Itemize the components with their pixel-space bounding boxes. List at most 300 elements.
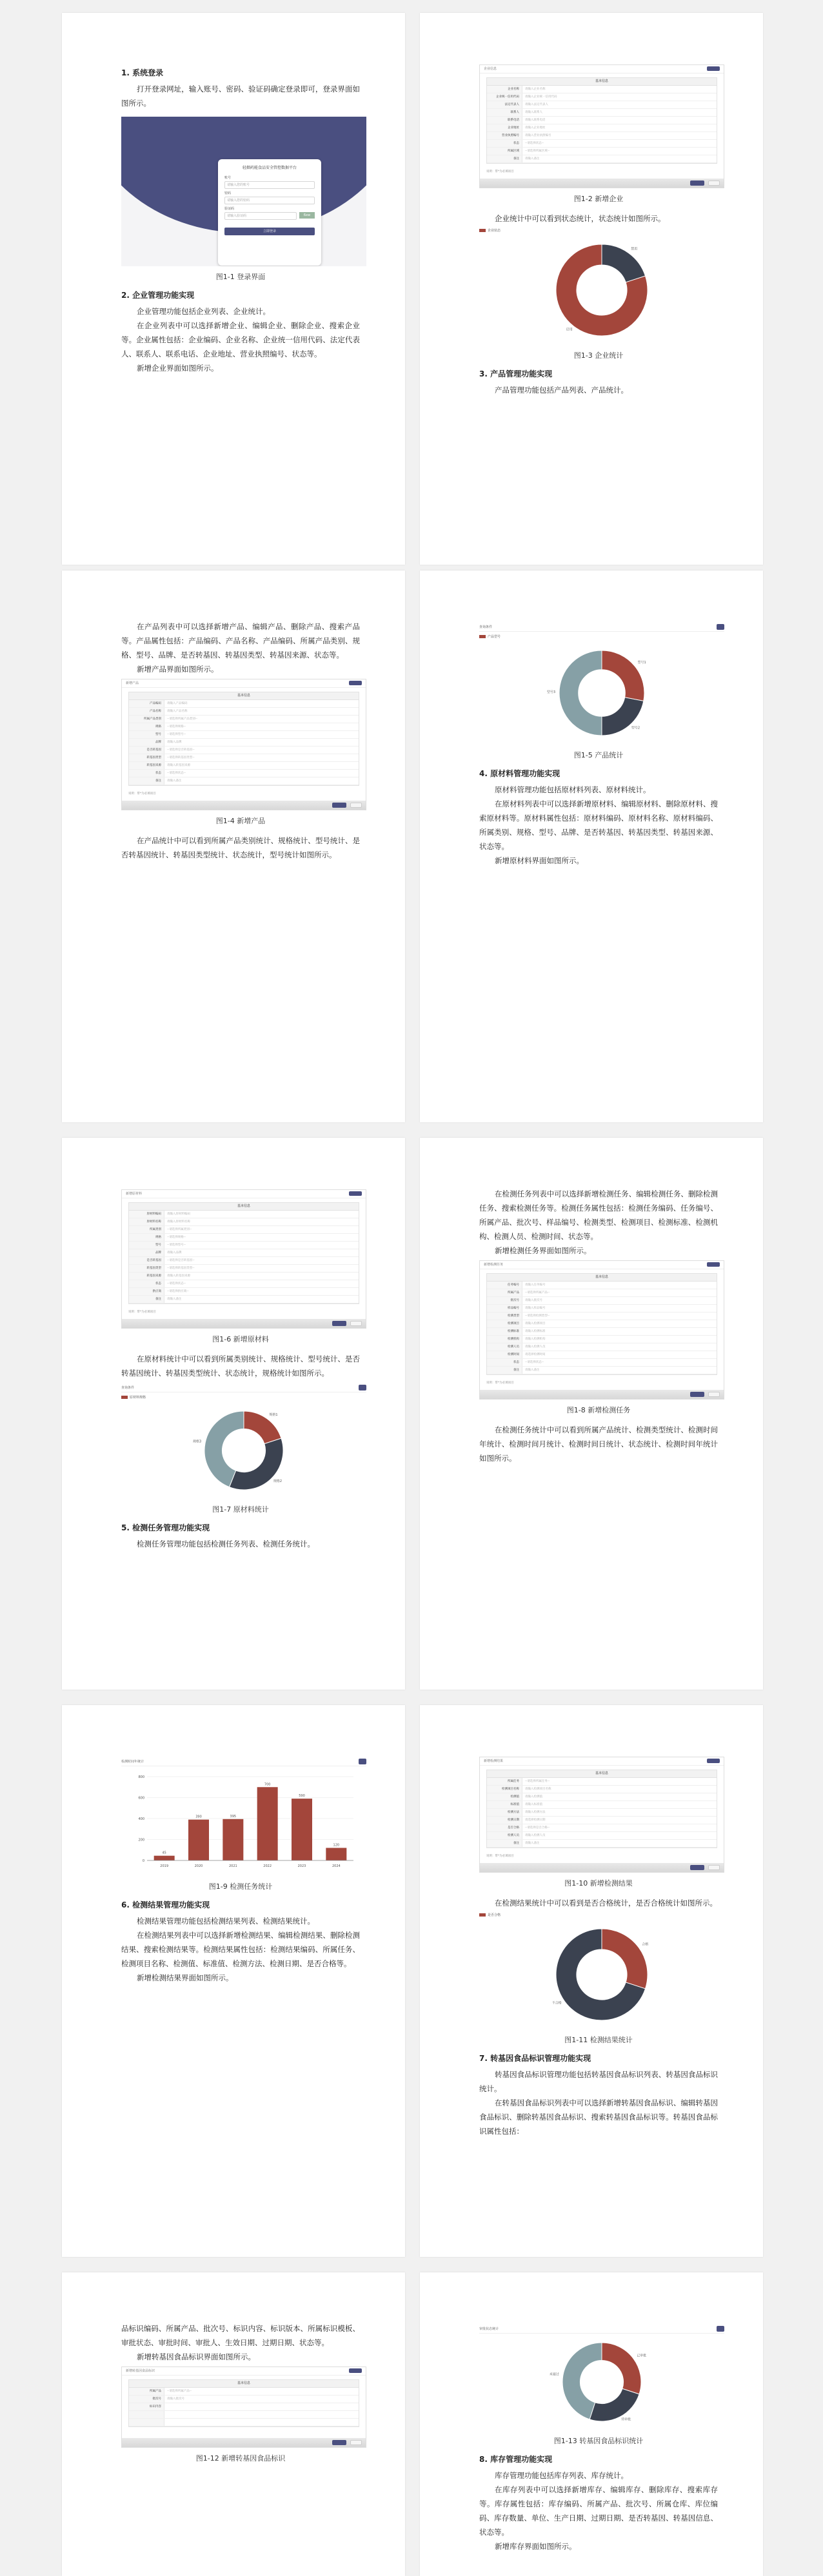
form-row	[487, 1320, 717, 1328]
form-row	[129, 700, 359, 708]
password-input[interactable]: 请输入您的密码	[224, 197, 315, 204]
form-note: 说明：带*为必填项目	[486, 1381, 514, 1385]
x-tick-label: 2021	[228, 1864, 237, 1868]
form-section-header: 基本信息	[129, 692, 359, 700]
pie-chart-screenshot	[479, 2324, 724, 2430]
paragraph: 在检测任务列表中可以选择新增检测任务、编辑检测任务、删除检测任务、搜索检测任务等。检测任务属性包括：检测任务编码、任务编号、所属产品、批次号、样品编号、检测类型、检测项目、检测标准、检测机构、检测人员、检测时间、状态等。	[479, 1189, 718, 1241]
cancel-button[interactable]	[350, 1321, 362, 1326]
form-field-input[interactable]: 请输入检测方法	[525, 1811, 546, 1814]
form-field-input[interactable]: 请输入批次号	[525, 1299, 542, 1302]
figure-caption: 图1-3 企业统计	[573, 351, 624, 360]
pie-slice[interactable]	[602, 2343, 641, 2394]
submit-button[interactable]	[690, 1865, 704, 1870]
form-window-title: 企业信息	[480, 65, 724, 73]
bar-chart-screenshot	[121, 1757, 366, 1876]
form-field-label: 状态	[487, 140, 522, 147]
form-table	[486, 1770, 717, 1848]
search-icon[interactable]	[717, 2326, 724, 2332]
paragraph: 新增产品界面如图所示。	[137, 665, 219, 674]
form-field-input[interactable]: --请选择供应商--	[167, 1290, 189, 1293]
x-tick-label: 2023	[297, 1864, 306, 1868]
form-section-header: 基本信息	[129, 1203, 359, 1211]
figure-caption: 图1-12 新增转基因食品标识	[195, 2454, 286, 2463]
paragraph: 库存管理功能包括库存列表、库存统计。	[495, 2471, 628, 2480]
form-field-input[interactable]: 请输入样品编号	[525, 1307, 546, 1310]
form-field-input[interactable]: 请输入法定代表人	[525, 103, 548, 106]
search-icon[interactable]	[359, 1759, 366, 1764]
form-row	[487, 117, 717, 124]
paragraph: 在企业列表中可以选择新增企业、编辑企业、删除企业、搜索企业等。企业属性包括：企业编码、企业名称、企业统一信用代码、法定代表人、联系人、联系电话、企业地址、营业执照编号、状态等。	[121, 321, 360, 358]
submit-button[interactable]	[332, 803, 346, 808]
pie-chart	[537, 235, 666, 345]
form-row	[487, 1289, 717, 1297]
form-field-input[interactable]: 请输入原材料名称	[167, 1220, 190, 1224]
form-field-input[interactable]: --请选择检测类型--	[525, 1314, 550, 1318]
form-field-input[interactable]: --请选择状态--	[525, 142, 544, 145]
form-row	[487, 1312, 717, 1320]
form-field-label: 原材料编码	[129, 1211, 164, 1218]
form-field-input[interactable]: 请输入品牌	[167, 741, 182, 744]
chart-toolbar	[479, 622, 724, 632]
form-footer	[122, 801, 366, 810]
form-field-input[interactable]: --请选择是否转基因--	[167, 1259, 195, 1262]
chart-legend	[479, 634, 724, 639]
figure-caption: 图1-1 登录界面	[215, 273, 266, 281]
bar[interactable]	[223, 1819, 243, 1860]
form-field-label: 备注	[487, 1367, 522, 1374]
query-label: 审批状态统计	[479, 2327, 499, 2331]
form-field-input[interactable]: --请选择所属产品类别--	[167, 717, 197, 721]
form-field-label: 备注	[129, 777, 164, 785]
form-field-label: 状态	[129, 1280, 164, 1287]
doc-page-5	[62, 1138, 405, 1690]
form-table	[128, 692, 359, 786]
query-label: 检测时间年统计	[121, 1759, 144, 1764]
form-field-label: 所属产品	[129, 2388, 164, 2395]
form-field-input[interactable]: 请选择检测时间	[525, 1353, 546, 1356]
doc-page-9	[62, 2272, 405, 2576]
form-field-label: 检测项目名称	[487, 1786, 522, 1793]
form-field-input[interactable]: 请输入联系人	[525, 111, 542, 114]
form-field-input[interactable]: --请选择状态--	[167, 1282, 186, 1285]
submit-button[interactable]	[332, 2440, 346, 2445]
form-field-label: 转基因类型	[129, 754, 164, 761]
form-field-input[interactable]: --请选择状态--	[167, 772, 186, 775]
form-field-label: 批次号	[129, 2395, 164, 2403]
pie-chart	[537, 2334, 666, 2430]
form-field-input[interactable]: 请输入检测项目名称	[525, 1788, 551, 1791]
form-field-input[interactable]: 请输入检测人员	[525, 1345, 546, 1349]
form-field-label: 型号	[129, 1242, 164, 1249]
form-row	[487, 1801, 717, 1809]
paragraph: 新增库存界面如图所示。	[495, 2542, 577, 2551]
form-field-input[interactable]: 请输入检测机构	[525, 1338, 546, 1341]
section-heading: 6. 检测结果管理功能实现	[121, 1900, 210, 1909]
form-field-label: 企业地址	[487, 124, 522, 132]
form-row	[129, 716, 359, 723]
form-field-input[interactable]	[164, 2411, 359, 2418]
form-field-input[interactable]: 请输入检测人员	[525, 1834, 546, 1837]
form-field-input[interactable]: --请选择所属区域--	[525, 150, 550, 153]
chart-toolbar	[121, 1757, 366, 1766]
form-window-title: 新增检测结果	[480, 1757, 724, 1766]
form-row	[487, 1786, 717, 1793]
bar-value-label: 390	[195, 1815, 202, 1819]
y-tick-label: 0	[142, 1859, 144, 1863]
slice-label: 规格1	[269, 1412, 278, 1417]
y-tick-label: 800	[138, 1775, 144, 1779]
submit-button[interactable]	[690, 1392, 704, 1397]
form-field-label: 检测类型	[487, 1312, 522, 1320]
form-field-label: 企业名称	[487, 86, 522, 93]
form-row	[487, 140, 717, 148]
figure-caption: 图1-11 检测结果统计	[564, 2036, 633, 2044]
pie-chart	[537, 1920, 666, 2029]
form-row	[487, 93, 717, 101]
form-field-label: 供应商	[129, 1288, 164, 1295]
form-footer	[480, 1390, 724, 1399]
paragraph: 新增检测任务界面如图所示。	[495, 1246, 591, 1255]
form-field-input[interactable]: 请输入检测标准	[525, 1330, 546, 1333]
form-note: 说明：带*为必填项目	[486, 170, 514, 173]
slice-label: 规格3	[192, 1439, 202, 1444]
form-row	[487, 1336, 717, 1343]
form-screenshot	[479, 64, 724, 188]
search-icon[interactable]	[359, 1385, 366, 1390]
form-field-input[interactable]: 请输入检测项目	[525, 1322, 546, 1325]
login-button[interactable]: 立即登录	[224, 228, 315, 235]
slice-label: 未通过	[549, 2372, 559, 2377]
form-field-input[interactable]: --请选择规格--	[167, 725, 186, 728]
figure-caption: 图1-4 新增产品	[215, 817, 266, 825]
form-screenshot	[479, 1757, 724, 1873]
section-heading: 1. 系统登录	[121, 68, 164, 77]
form-row	[129, 739, 359, 746]
pie-slice[interactable]	[590, 2388, 639, 2421]
form-field-label: 任务编号	[487, 1282, 522, 1289]
form-field-input[interactable]: --请选择型号--	[167, 733, 186, 736]
form-field-label: 检测人员	[487, 1832, 522, 1839]
figure-caption: 图1-13 转基因食品标识统计	[553, 2437, 644, 2445]
form-field-label: 检测值	[487, 1793, 522, 1800]
username-label: 账号	[224, 176, 232, 180]
paragraph: 在检测结果列表中可以选择新增检测结果、编辑检测结果、删除检测结果、搜索检测结果等。检测结果属性包括：检测结果编码、所属任务、检测项目名称、检测值、标准值、检测方法、检测日期、是否合格等。	[121, 1931, 360, 1968]
form-field-label: 检测机构	[487, 1336, 522, 1343]
form-field-input[interactable]: 请输入企业统一信用代码	[525, 95, 557, 99]
bar-value-label: 590	[299, 1794, 305, 1799]
cancel-button[interactable]	[350, 803, 362, 808]
form-row	[129, 1280, 359, 1288]
captcha-image[interactable]: 6xw	[299, 212, 315, 219]
cancel-button[interactable]	[708, 1392, 720, 1397]
form-field-label: 标准值	[487, 1801, 522, 1808]
bar-value-label: 120	[333, 1843, 340, 1848]
username-input[interactable]: 请输入您的账号	[224, 181, 315, 189]
form-screenshot	[121, 1189, 366, 1329]
x-tick-label: 2020	[194, 1864, 203, 1868]
paragraph: 检测任务管理功能包括检测任务列表、检测任务统计。	[137, 1539, 315, 1548]
form-field-label: 企业统一信用代码	[487, 93, 522, 101]
form-field-input[interactable]: 请输入任务编号	[525, 1283, 546, 1287]
form-field-input[interactable]: 请输入产品名称	[167, 710, 188, 713]
cancel-button[interactable]	[708, 181, 720, 186]
window-action-button[interactable]	[349, 1191, 362, 1196]
section-heading: 4. 原材料管理功能实现	[479, 769, 560, 778]
paragraph: 在转基因食品标识列表中可以选择新增转基因食品标识、编辑转基因食品标识、删除转基因食品标识、搜索转基因食品标识等。转基因食品标识属性包括：	[479, 2098, 718, 2136]
pie-slice[interactable]	[602, 244, 646, 282]
form-field-label: 检测日期	[487, 1817, 522, 1824]
legend-swatch	[479, 229, 486, 232]
x-tick-label: 2022	[263, 1864, 272, 1868]
doc-page-7	[62, 1705, 405, 2257]
form-field-input[interactable]: 请输入原材料编码	[167, 1213, 190, 1216]
form-row	[129, 754, 359, 762]
form-field-label: 联系人	[487, 109, 522, 116]
form-field-input[interactable]: --请选择所属任务--	[525, 1780, 550, 1783]
window-action-button[interactable]	[707, 1262, 720, 1267]
paragraph: 产品管理功能包括产品列表、产品统计。	[495, 385, 628, 395]
form-field-label: 规格	[129, 723, 164, 730]
form-row	[129, 1242, 359, 1249]
form-row	[129, 1265, 359, 1273]
form-field-input[interactable]: --请选择转基因类型--	[167, 1267, 195, 1270]
form-field-input[interactable]: 请输入营业执照编号	[525, 134, 551, 137]
doc-page-4	[420, 571, 763, 1122]
form-row	[129, 1257, 359, 1265]
form-field-input[interactable]: 请输入转基因来源	[167, 1274, 190, 1278]
form-footer	[480, 1863, 724, 1872]
form-row	[487, 1817, 717, 1824]
cancel-button[interactable]	[350, 2440, 362, 2445]
form-footer	[480, 179, 724, 188]
form-field-input[interactable]: 请输入批次号	[167, 2397, 184, 2401]
form-row	[487, 1840, 717, 1848]
figure-caption: 图1-8 新增检测任务	[566, 1406, 631, 1414]
section-heading: 8. 库存管理功能实现	[479, 2455, 553, 2464]
query-label: 查询条件	[479, 625, 493, 629]
form-field-input[interactable]: --请选择是否合格--	[525, 1826, 550, 1830]
form-window-title: 新增检测任务	[480, 1261, 724, 1269]
chart-legend	[479, 1913, 724, 1917]
form-row	[487, 155, 717, 163]
bar[interactable]	[257, 1787, 278, 1860]
legend-swatch	[479, 1913, 486, 1917]
form-field-label: 是否合格	[487, 1824, 522, 1831]
form-field-input[interactable]: 请输入标准值	[525, 1803, 542, 1806]
form-row	[129, 1226, 359, 1234]
figure-caption: 图1-9 检测任务统计	[208, 1882, 273, 1891]
y-tick-label: 400	[138, 1817, 144, 1821]
bar-value-label: 700	[264, 1782, 271, 1787]
bar-chart	[121, 1766, 366, 1876]
form-field-label: 产品编码	[129, 700, 164, 707]
pie-chart-screenshot	[121, 1383, 366, 1499]
form-field-input[interactable]	[164, 2403, 359, 2410]
form-row	[487, 1305, 717, 1312]
submit-button[interactable]	[690, 181, 704, 186]
form-window-title: 新增产品	[122, 679, 366, 688]
form-field-label: 检测标准	[487, 1328, 522, 1335]
form-field-input[interactable]: --请选择转基因类型--	[167, 756, 195, 759]
form-field-input[interactable]: 请输入备注	[525, 1369, 540, 1372]
form-row	[487, 124, 717, 132]
form-note: 说明：带*为必填项目	[128, 1311, 156, 1314]
figure-caption: 图1-2 新增企业	[573, 195, 624, 203]
chart-toolbar	[479, 2324, 724, 2334]
slice-label: 合格	[642, 1942, 649, 1947]
form-row	[129, 1234, 359, 1242]
legend-label: 是否合格	[488, 1913, 501, 1917]
form-row	[129, 731, 359, 739]
pie-slice[interactable]	[602, 650, 644, 701]
cancel-button[interactable]	[708, 1865, 720, 1870]
form-field-input[interactable]: --请选择规格--	[167, 1236, 186, 1239]
pie-slice[interactable]	[602, 1929, 648, 1989]
form-field-input[interactable]: --请选择型号--	[167, 1244, 186, 1247]
form-row	[129, 762, 359, 770]
doc-page-8	[420, 1705, 763, 2257]
legend-label: 产品型号	[488, 635, 501, 639]
form-section-header: 基本信息	[129, 2380, 359, 2388]
paragraph: 新增检测结果界面如图所示。	[137, 1973, 233, 1982]
paragraph: 企业统计中可以看到状态统计，状态统计如图所示。	[495, 214, 666, 223]
slice-label: 待审批	[621, 2417, 631, 2422]
chart-toolbar	[121, 1383, 366, 1392]
form-field-input[interactable]: 请输入检测值	[525, 1795, 542, 1799]
slice-label: 型号2	[631, 726, 640, 730]
form-field-label: 样品编号	[487, 1305, 522, 1312]
slice-label: 型号3	[546, 690, 555, 694]
doc-page-2	[420, 13, 763, 565]
login-title: 轻烟药能食品安全管控数据平台	[242, 166, 297, 170]
form-field-label: 状态	[487, 1359, 522, 1366]
form-row	[487, 109, 717, 117]
y-tick-label: 600	[138, 1796, 144, 1800]
query-label: 查询条件	[121, 1385, 135, 1390]
bar[interactable]	[188, 1820, 209, 1860]
form-field-label: 是否转基因	[129, 1257, 164, 1264]
form-row	[129, 2411, 359, 2419]
form-field-input[interactable]: --请选择所属产品--	[167, 2390, 192, 2393]
section-heading: 2. 企业管理功能实现	[121, 291, 195, 300]
doc-page-1	[62, 13, 405, 565]
form-field-input[interactable]: 请输入转基因来源	[167, 764, 190, 767]
slice-label: 启用	[566, 327, 573, 332]
form-field-input[interactable]: 请输入品牌	[167, 1251, 182, 1254]
form-field-input[interactable]: 请输入联系电话	[525, 119, 546, 122]
bar[interactable]	[292, 1799, 312, 1860]
form-row	[487, 1359, 717, 1367]
search-icon[interactable]	[717, 624, 724, 630]
form-row	[129, 746, 359, 754]
form-field-input[interactable]: 请输入产品编码	[167, 702, 188, 705]
pie-chart-screenshot	[479, 622, 724, 745]
form-field-label	[129, 2411, 164, 2418]
paragraph: 新增企业界面如图所示。	[137, 364, 219, 373]
bar[interactable]	[154, 1856, 175, 1860]
window-action-button[interactable]	[707, 66, 720, 71]
password-label: 密码	[224, 191, 232, 195]
captcha-input[interactable]: 请输入验证码	[224, 212, 297, 220]
form-row	[129, 2419, 359, 2426]
form-field-label: 检测项目	[487, 1320, 522, 1327]
form-field-label: 所属产品类别	[129, 716, 164, 723]
form-field-label: 规格	[129, 1234, 164, 1241]
chart-legend	[121, 1395, 366, 1400]
form-window-title: 新增原材料	[122, 1190, 366, 1198]
form-footer	[122, 1319, 366, 1328]
form-table	[128, 2379, 359, 2427]
form-row	[129, 2388, 359, 2395]
section-heading: 5. 检测任务管理功能实现	[121, 1523, 210, 1532]
form-row	[487, 101, 717, 109]
form-field-input[interactable]: 请选择检测日期	[525, 1819, 546, 1822]
login-screenshot	[121, 117, 366, 266]
bar-value-label: 395	[230, 1814, 237, 1819]
paragraph: 在检测任务统计中可以看到所属产品统计、检测类型统计、检测时间年统计、检测时间月统计、检测时间日统计、状态统计、检测时间年统计如图所示。	[479, 1425, 718, 1463]
form-row	[129, 1296, 359, 1303]
form-field-label: 所属区域	[487, 148, 522, 155]
form-row	[487, 1297, 717, 1305]
window-action-button[interactable]	[349, 681, 362, 685]
window-action-button[interactable]	[707, 1759, 720, 1763]
form-row	[487, 1351, 717, 1359]
slice-label: 不合格	[551, 2001, 562, 2005]
slice-label: 型号1	[637, 661, 646, 665]
form-field-label: 是否转基因	[129, 746, 164, 754]
form-row	[487, 1793, 717, 1801]
form-field-input[interactable]: 请输入企业地址	[525, 126, 546, 130]
window-action-button[interactable]	[349, 2368, 362, 2373]
figure-caption: 图1-7 原材料统计	[212, 1505, 269, 1514]
form-field-label: 转基因来源	[129, 762, 164, 769]
form-field-input[interactable]: --请选择所属产品--	[525, 1291, 550, 1294]
submit-button[interactable]	[332, 1321, 346, 1326]
form-row	[487, 1367, 717, 1374]
bar[interactable]	[326, 1848, 346, 1861]
form-table	[128, 1202, 359, 1304]
form-field-label: 状态	[129, 770, 164, 777]
form-field-input[interactable]: 请输入备注	[167, 1298, 182, 1301]
form-field-input[interactable]: --请选择状态--	[525, 1361, 544, 1364]
form-field-input[interactable]: 请输入备注	[525, 1842, 540, 1845]
form-field-label: 联系电话	[487, 117, 522, 124]
paragraph: 原材料管理功能包括原材料列表、原材料统计。	[495, 785, 651, 794]
form-row	[129, 770, 359, 777]
paragraph: 新增转基因食品标识界面如图所示。	[137, 2352, 255, 2361]
form-field-label: 所属任务	[487, 1778, 522, 1785]
form-field-label: 品牌	[129, 1249, 164, 1256]
form-field-input[interactable]: 请输入企业名称	[525, 88, 546, 91]
form-field-input[interactable]: --请选择所属类别--	[167, 1228, 192, 1231]
form-field-input[interactable]: 请输入备注	[167, 779, 182, 783]
form-row	[487, 86, 717, 93]
form-row	[129, 1288, 359, 1296]
form-row	[129, 1249, 359, 1257]
paragraph: 转基因食品标识管理功能包括转基因食品标识列表、转基因食品标识统计。	[479, 2070, 718, 2093]
form-field-label: 备注	[487, 1840, 522, 1847]
form-field-input[interactable]	[164, 2419, 359, 2426]
form-row	[487, 148, 717, 155]
captcha-label: 验证码	[224, 207, 235, 211]
form-note: 说明：带*为必填项目	[128, 792, 156, 795]
form-field-input[interactable]: 请输入备注	[525, 157, 540, 161]
form-field-label: 备注	[129, 1296, 164, 1303]
pie-slice[interactable]	[559, 650, 602, 736]
form-field-input[interactable]: --请选择是否转基因--	[167, 748, 195, 752]
paragraph: 打开登录网址，输入账号、密码、验证码确定登录即可，登录界面如图所示。	[121, 84, 360, 108]
form-screenshot	[121, 679, 366, 810]
